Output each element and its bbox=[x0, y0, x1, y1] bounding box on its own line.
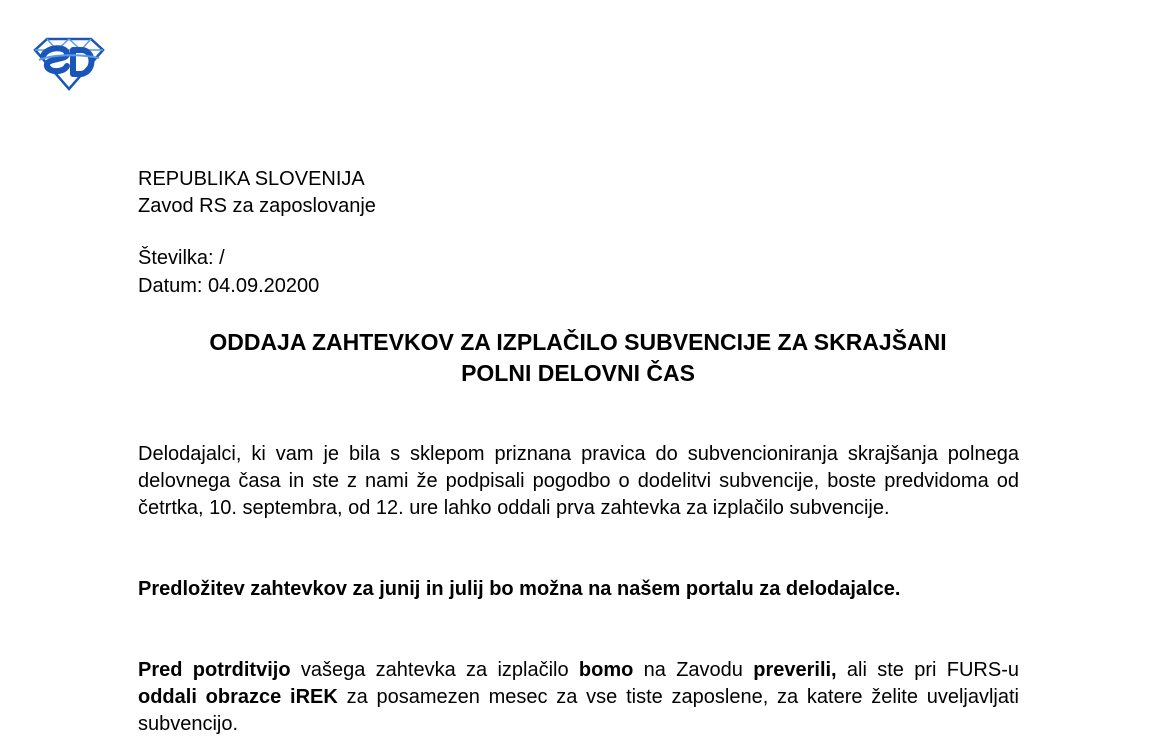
sender-institution: Zavod RS za zaposlovanje bbox=[138, 195, 376, 217]
document-title-line-1: ODDAJA ZAHTEVKOV ZA IZPLAČILO SUBVENCIJE ZA SKRAJŠANI bbox=[209, 329, 947, 355]
zrsz-logo-icon bbox=[33, 36, 105, 92]
document-number: Številka: / bbox=[138, 247, 225, 269]
paragraph-3-segment: Pred potrditvijo bbox=[138, 659, 291, 681]
document-title bbox=[138, 327, 1018, 389]
paragraph-3-segment: na Zavodu bbox=[633, 659, 754, 681]
sender-block bbox=[138, 166, 376, 220]
paragraph-3-segment: oddali obrazce iREK bbox=[138, 686, 338, 708]
document-meta bbox=[138, 244, 319, 300]
paragraph-3 bbox=[138, 657, 1019, 738]
sender-country: REPUBLIKA SLOVENIJA bbox=[138, 168, 365, 190]
paragraph-3-segment: ali ste pri FURS-u bbox=[836, 659, 1020, 681]
paragraph-3-segment: za posamezen mesec za vse tiste zaposlene, za katere želite uveljavljati subvencijo. bbox=[138, 686, 1019, 735]
document-date: Datum: 04.09.20200 bbox=[138, 275, 320, 297]
document-title-line-2: POLNI DELOVNI ČAS bbox=[461, 360, 695, 386]
paragraph-1: Delodajalci, ki vam je bila s sklepom priznana pravica do subvencioniranja skrajšanja polnega delovnega časa in ste z nami že podpisali pogodbo o dodelitvi subvencije, boste predvidoma od četrtka, 10. septembra, od 12. ure lahko oddali prva zahtevka za izplačilo subvencije. bbox=[138, 443, 1019, 519]
paragraph-3-segment: bomo bbox=[578, 659, 634, 681]
paragraph-2: Predložitev zahtevkov za junij in julij bo možna na našem portalu za delodajalce. bbox=[138, 578, 901, 600]
paragraph-3-segment: vašega zahtevka za izplačilo bbox=[290, 659, 579, 681]
paragraph-3-segment: preverili, bbox=[753, 659, 837, 681]
